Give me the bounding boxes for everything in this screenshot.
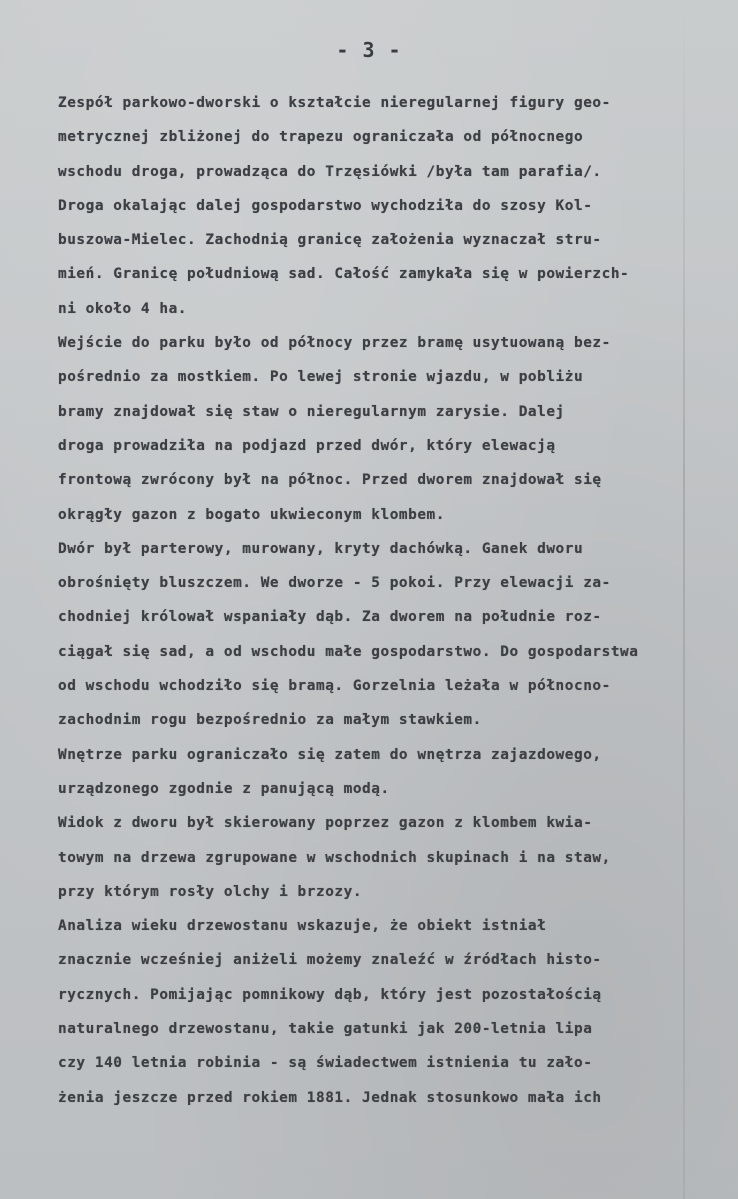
- body-text: [58, 86, 734, 1115]
- text-line: obrośnięty bluszczem. We dworze - 5 pokoi. Przy elewacji za-: [58, 575, 611, 592]
- text-line: Droga okalając dalej gospodarstwo wychodziła do szosy Kol-: [58, 197, 593, 214]
- text-line: towym na drzewa zgrupowane w wschodnich skupinach i na staw,: [58, 849, 611, 866]
- text-line: wschodu droga, prowadząca do Trzęsiówki /była tam parafia/.: [58, 163, 602, 180]
- text-line: mień. Granicę południową sad. Całość zamykała się w powierzch-: [58, 266, 630, 283]
- text-line: buszowa-Mielec. Zachodnią granicę założenia wyznaczał stru-: [58, 232, 602, 249]
- text-line: Wejście do parku było od północy przez bramę usytuowaną bez-: [58, 335, 611, 352]
- text-line: Wnętrze parku ograniczało się zatem do wnętrza zajazdowego,: [58, 746, 602, 763]
- text-line: droga prowadziła na podjazd przed dwór, który elewacją: [58, 437, 556, 454]
- text-line: żenia jeszcze przed rokiem 1881. Jednak stosunkowo mała ich: [58, 1089, 602, 1106]
- text-line: metrycznej zbliżonej do trapezu ograniczała od północnego: [58, 129, 584, 146]
- text-line: rycznych. Pomijając pomnikowy dąb, który jest pozostałością: [58, 986, 602, 1003]
- text-line: ciągał się sad, a od wschodu małe gospodarstwo. Do gospodarstwa: [58, 643, 639, 660]
- text-line: zachodnim rogu bezpośrednio za małym stawkiem.: [58, 712, 482, 729]
- text-line: okrągły gazon z bogato ukwieconym klombem.: [58, 506, 445, 523]
- text-line: bramy znajdował się staw o nieregularnym zarysie. Dalej: [58, 403, 565, 420]
- text-line: ni około 4 ha.: [58, 300, 187, 317]
- text-line: pośrednio za mostkiem. Po lewej stronie wjazdu, w pobliżu: [58, 369, 584, 386]
- text-line: frontową zwrócony był na północ. Przed dworem znajdował się: [58, 472, 602, 489]
- text-line: chodniej królował wspaniały dąb. Za dworem na południe roz-: [58, 609, 602, 626]
- text-line: Widok z dworu był skierowany poprzez gazon z klombem kwia-: [58, 815, 593, 832]
- text-line: znacznie wcześniej aniżeli możemy znaleźć w źródłach histo-: [58, 952, 602, 969]
- text-line: przy którym rosły olchy i brzozy.: [58, 883, 363, 900]
- text-line: od wschodu wchodziło się bramą. Gorzelnia leżała w północno-: [58, 678, 611, 695]
- text-line: czy 140 letnia robinia - są świadectwem istnienia tu zało-: [58, 1055, 593, 1072]
- text-line: Dwór był parterowy, murowany, kryty dachówką. Ganek dworu: [58, 540, 584, 557]
- text-line: naturalnego drzewostanu, takie gatunki jak 200-letnia lipa: [58, 1021, 593, 1038]
- text-line: urządzonego zgodnie z panującą modą.: [58, 780, 390, 797]
- page-number: - 3 -: [336, 38, 402, 62]
- text-line: Zespół parkowo-dworski o kształcie nieregularnej figury geo-: [58, 95, 611, 111]
- text-line: Analiza wieku drzewostanu wskazuje, że obiekt istniał: [58, 918, 547, 935]
